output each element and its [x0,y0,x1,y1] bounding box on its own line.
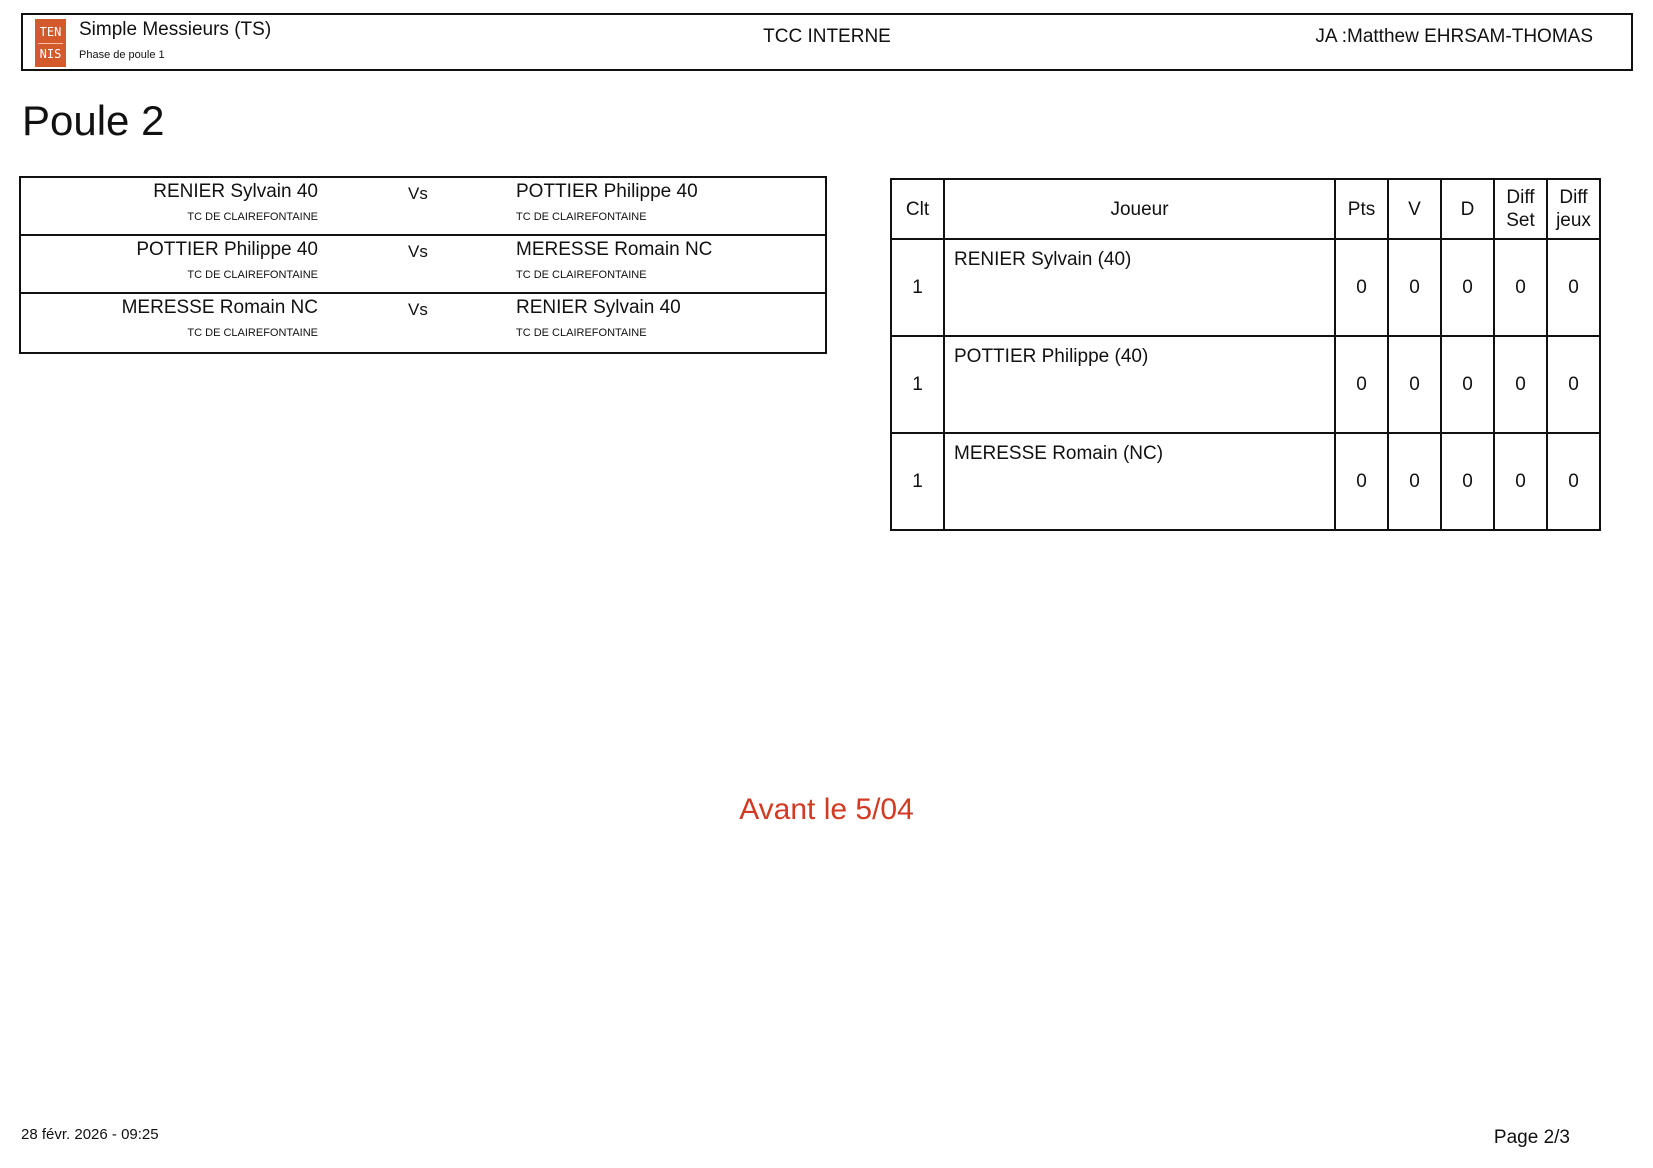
player-cell: RENIER Sylvain (40) [944,239,1335,336]
standings-header-row [891,179,1600,239]
player1-name: RENIER Sylvain 40 [153,181,318,202]
diff-games-line1: Diff [1559,187,1588,208]
event-phase: Phase de poule 1 [79,49,165,61]
col-header-diff-games [1547,179,1600,239]
losses-cell: 0 [1441,336,1494,433]
table-row [891,336,1600,433]
print-date: 28 févr. 2026 - 09:25 [21,1126,159,1143]
player1-name: POTTIER Philippe 40 [136,239,318,260]
player2-club: TC DE CLAIREFONTAINE [516,269,647,281]
match-row [21,294,825,352]
table-row [891,239,1600,336]
player2-name: MERESSE Romain NC [516,239,713,260]
page-number: Page 2/3 [1493,1127,1570,1148]
col-header-player: Joueur [944,179,1335,239]
player1-club: TC DE CLAIREFONTAINE [187,211,318,223]
diff-set-line1: Diff [1506,187,1535,208]
player-cell: POTTIER Philippe (40) [944,336,1335,433]
wins-cell: 0 [1388,336,1441,433]
diff-set-cell: 0 [1494,239,1547,336]
player2-name: RENIER Sylvain 40 [516,297,681,318]
vs-label: Vs [408,184,428,203]
diff-games-cell: 0 [1547,239,1600,336]
table-row [891,433,1600,530]
rank-cell: 1 [891,239,944,336]
points-cell: 0 [1335,433,1388,530]
vs-label: Vs [408,242,428,261]
tournament-name: TCC INTERNE [763,26,891,47]
vs-label: Vs [408,300,428,319]
diff-games-cell: 0 [1547,336,1600,433]
diff-games-cell: 0 [1547,433,1600,530]
rank-cell: 1 [891,336,944,433]
col-header-rank: Clt [891,179,944,239]
points-cell: 0 [1335,239,1388,336]
pool-title: Poule 2 [22,97,165,144]
diff-set-line2: Set [1506,210,1535,231]
match-row [21,178,825,236]
standings-table [890,178,1601,531]
logo-text-top: TEN [39,25,62,39]
wins-cell: 0 [1388,239,1441,336]
rank-cell: 1 [891,433,944,530]
match-list [19,176,827,354]
player1-name: MERESSE Romain NC [121,297,318,318]
points-cell: 0 [1335,336,1388,433]
losses-cell: 0 [1441,433,1494,530]
col-header-points: Pts [1335,179,1388,239]
player1-club: TC DE CLAIREFONTAINE [187,269,318,281]
col-header-losses: D [1441,179,1494,239]
player2-club: TC DE CLAIREFONTAINE [516,327,647,339]
col-header-diff-set [1494,179,1547,239]
player-cell: MERESSE Romain (NC) [944,433,1335,530]
player2-club: TC DE CLAIREFONTAINE [516,211,647,223]
col-header-wins: V [1388,179,1441,239]
deadline-note: Avant le 5/04 [739,793,914,826]
diff-games-line2: jeux [1556,210,1591,231]
diff-set-cell: 0 [1494,433,1547,530]
event-title: Simple Messieurs (TS) [79,19,272,40]
wins-cell: 0 [1388,433,1441,530]
losses-cell: 0 [1441,239,1494,336]
diff-set-cell: 0 [1494,336,1547,433]
referee-name: JA :Matthew EHRSAM-THOMAS [1315,26,1593,47]
player1-club: TC DE CLAIREFONTAINE [187,327,318,339]
player2-name: POTTIER Philippe 40 [516,181,698,202]
logo-text-bottom: NIS [39,47,62,61]
match-row [21,236,825,294]
header-box [21,13,1633,71]
